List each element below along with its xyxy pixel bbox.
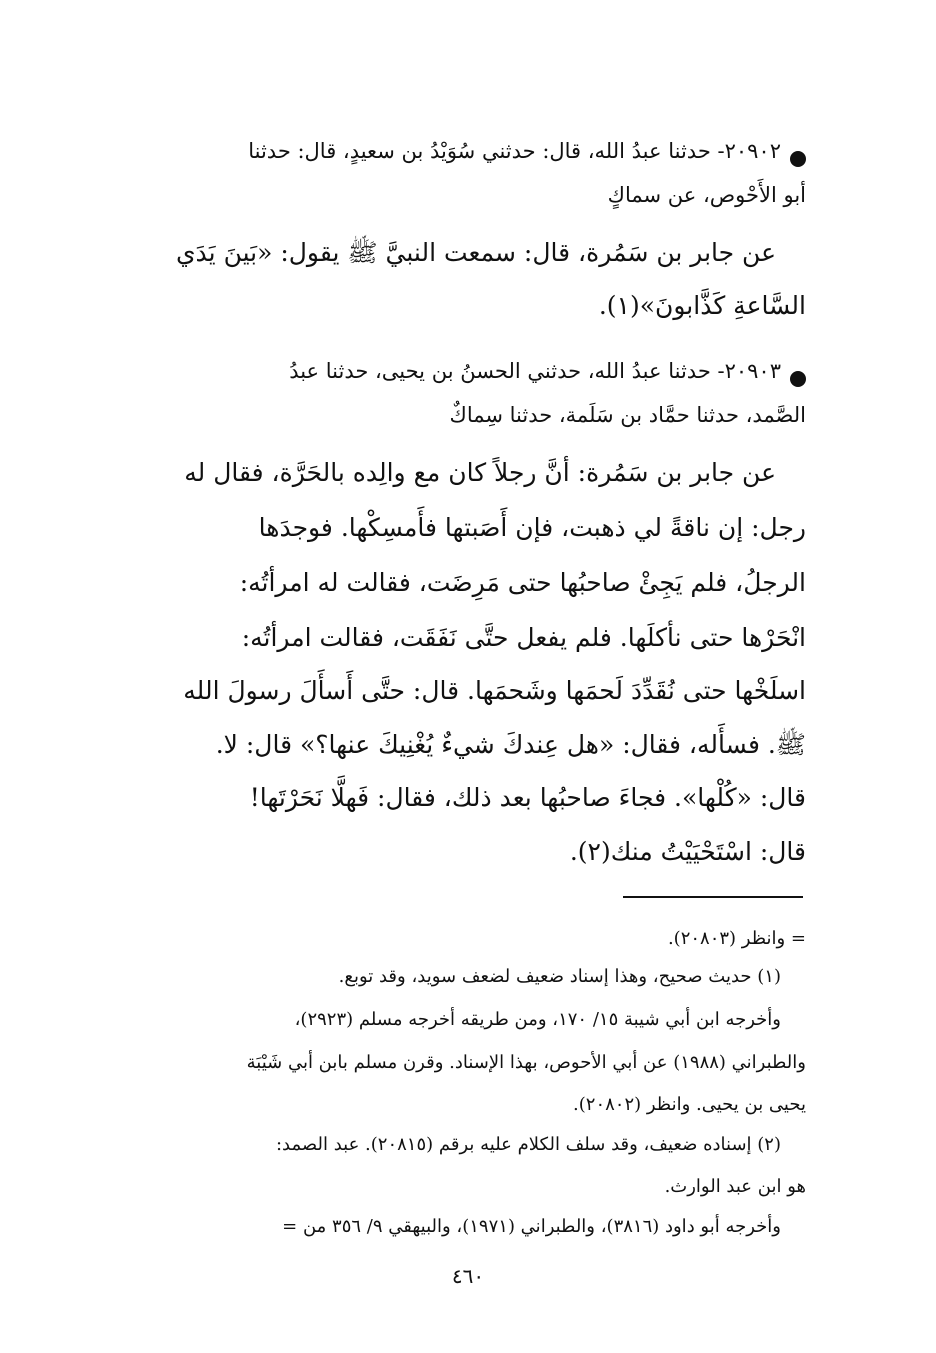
hadith-bullet: [790, 371, 806, 387]
book-page: ٢٠٩٠٢- حدثنا عبدُ الله، قال: حدثني سُوَيْدُ بن سعيدٍ، قال: حدثنا أبو الأَحْوص، عن سماكٍ عن جابر بن سَمُرة، قال: سمعت النبيَّ ﷺ يقول: «بَينَ يَدَي السَّاعةِ كَذَّابونَ»(١). ٢٠٩٠٣- حدثنا عبدُ الله، حدثني الحسنُ بن يحيى، حدثنا عبدُ الصَّمد، حدثنا حمَّاد بن سَلَمة، حدثنا سِماكٌ عن جابر بن سَمُرة: أنَّ رجلاً كان مع والِده بالحَرَّة، فقال له رجل: إن ناقةً لي ذهبت، فإن أَصَبتها فأَمسِكْها. فوجدَها الرجلُ، فلم يَجِئْ صاحبُها حتى مَرِضَت، فقالت له امرأتُه: انْحَرْها حتى نأكلَها. فلم يفعل حتَّى نَفَقَت، فقالت امرأتُه: اسلَخْها حتى نُقَدِّدَ لَحمَها وشَحمَها. قال: حتَّى أَسأَلَ رسولَ الله ﷺ. فسأَله، فقال: «هل عِندكَ شيءٌ يُغْنِيكَ عنها؟» قال: لا. قال: «كُلْها». فجاءَ صاحبُها بعد ذلك، فقال: فَهلَّا نَحَرْتَها! قال: اسْتَحْيَيْتُ منك(٢). = وانظر (٢٠٨٠٣). (١) حديث صحيح، وهذا إسناد ضعيف لضعف سويد، وقد توبع. وأخرجه ابن أبي شيبة ١٥/ ١٧٠، ومن طريقه أخرجه مسلم (٢٩٢٣)، والطبراني (١٩٨٨) عن أبي الأحوص، بهذا الإسناد. وقرن مسلم بابن أبي شَيْبَة يحيى بن يحيى. وانظر (٢٠٨٠٢). (٢) إسناده ضعيف، وقد سلف الكلام عليه برقم (٢٠٨١٥). عبد الصمد: هو ابن عبد الوارث. وأخرجه أبو داود (٣٨١٦)، والطبراني (١٩٧١)، والبيهقي ٩/ ٣٥٦ من = ٤٦٠: [0, 0, 936, 1353]
footnote-separator: [623, 896, 803, 898]
page-number: ٤٦٠: [451, 1264, 485, 1288]
hadith-bullet: [790, 151, 806, 167]
